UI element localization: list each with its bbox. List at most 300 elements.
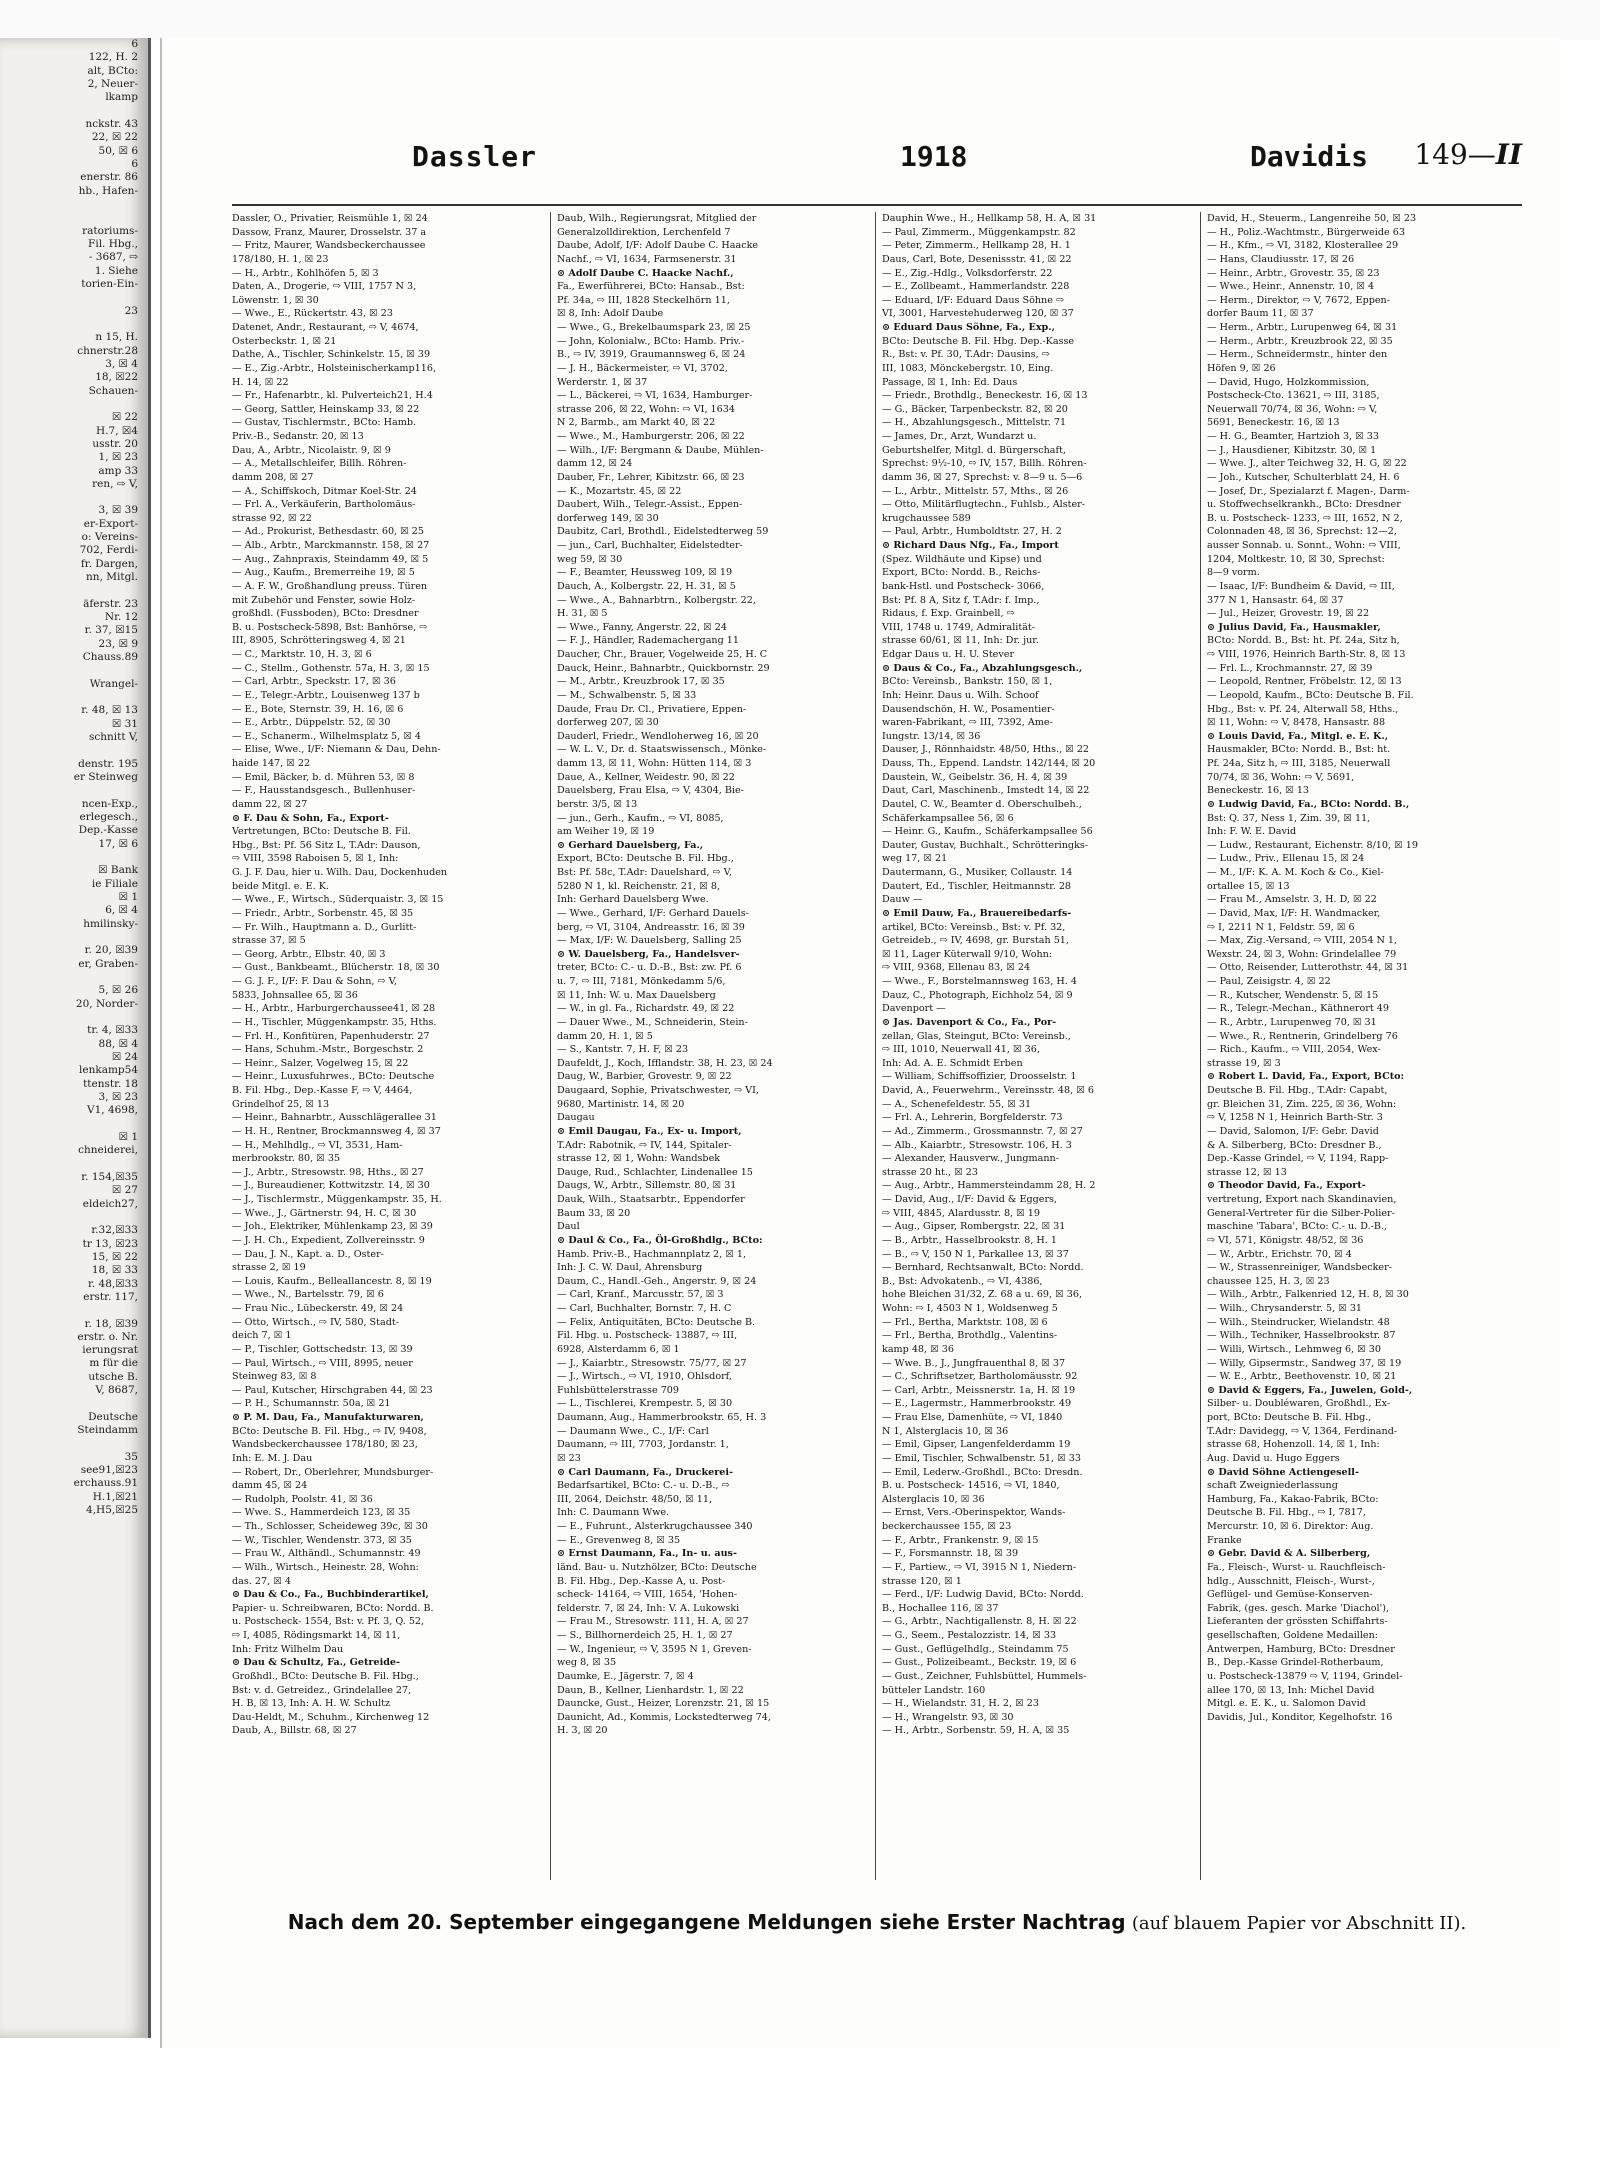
directory-entry: — Ludw., Priv., Ellenau 15, ☒ 24 bbox=[1207, 853, 1365, 865]
directory-entry: — Isaac, I/F: Bundheim & David, ⇨ III, bbox=[1207, 580, 1395, 592]
directory-entry: Dausendschön, H. W., Posamentier- bbox=[882, 703, 1055, 715]
directory-entry: — Max, Zig.-Versand, ⇨ VIII, 2054 N 1, bbox=[1207, 935, 1398, 947]
directory-entry: — Wilh., Arbtr., Falkenried 12, H. 8, ☒ 30 bbox=[1207, 1289, 1409, 1301]
directory-entry: weg 59, ☒ 30 bbox=[557, 553, 623, 565]
directory-entry: — Heinr., Arbtr., Grovestr. 35, ☒ 23 bbox=[1207, 267, 1380, 279]
left-page-fragment: 22, ☒ 22 bbox=[91, 131, 138, 144]
directory-entry: Sprechst: 9½-10, ⇨ IV, 157, Billh. Röhren- bbox=[882, 458, 1087, 470]
directory-entry: G. J. F. Dau, hier u. Wilh. Dau, Dockenhuden bbox=[232, 867, 448, 878]
directory-entry: Neuerwall 70/74, ☒ 36, Wohn: ⇨ V, bbox=[1207, 403, 1378, 415]
directory-entry: VIII, 1748 u. 1749, Admiralität- bbox=[882, 621, 1036, 633]
directory-entry: beide Mitgl. e. E. K. bbox=[232, 880, 329, 892]
directory-entry: — Heinr., Salzer, Vogelweg 15, ☒ 22 bbox=[232, 1057, 409, 1069]
directory-entry: B., Bst: Advokatenb., ⇨ VI, 4386, bbox=[882, 1275, 1043, 1287]
directory-entry: & A. Silberberg, BCto: Dresdner B., bbox=[1207, 1139, 1382, 1151]
directory-entry: — Wwe., M., Hamburgerstr. 206, ☒ 22 bbox=[557, 431, 745, 442]
directory-entry: H. 14, ☒ 22 bbox=[232, 376, 289, 388]
directory-entry: — Paul, Wirtsch., ⇨ VIII, 8995, neuer bbox=[232, 1357, 413, 1369]
left-page-fragment: 1. Siehe bbox=[94, 264, 138, 277]
directory-entry: Nachf., ⇨ VI, 1634, Farmsenerstr. 31 bbox=[557, 253, 737, 265]
directory-entry: — Rich., Kaufm., ⇨ VIII, 2054, Wex- bbox=[1207, 1044, 1381, 1056]
directory-entry: (Spez. Wildhäute und Kipse) und bbox=[882, 553, 1042, 565]
directory-entry: — Alb., Kaiarbtr., Stresowstr. 106, H. 3 bbox=[882, 1139, 1072, 1151]
directory-entry: vertretung, Export nach Skandinavien, bbox=[1207, 1194, 1397, 1205]
directory-entry: B. u. Postscheck-5898, Bst: Banhörse, ⇨ bbox=[232, 621, 428, 633]
left-page-fragment: r. 48,☒33 bbox=[87, 1277, 138, 1290]
left-page-fragment bbox=[0, 318, 148, 331]
directory-entry: — Gust., Zeichner, Fuhlsbüttel, Hummels- bbox=[882, 1670, 1087, 1682]
left-page-fragment: 88, ☒ 4 bbox=[98, 1037, 138, 1050]
directory-entry: — Felix, Antiquitäten, BCto: Deutsche B. bbox=[557, 1316, 756, 1328]
directory-entry: waren-Fabrikant, ⇨ III, 7392, Ame- bbox=[882, 717, 1053, 729]
directory-entry: — Wwe., F., Wirtsch., Süderquaistr. 3, ☒ 15 bbox=[232, 894, 444, 906]
directory-entry: — Frl. A., Verkäuferin, Bartholomäus- bbox=[232, 499, 416, 511]
directory-entry: — Joh., Elektriker, Mühlenkamp 23, ☒ 39 bbox=[232, 1221, 433, 1233]
directory-entry: Wohn: ⇨ I, 4503 N 1, Woldsenweg 5 bbox=[882, 1303, 1058, 1314]
directory-entry: — Frau Nic., Lübeckerstr. 49, ☒ 24 bbox=[232, 1303, 404, 1314]
directory-entry: — J., Arbtr., Stresowstr. 98, Hths., ☒ 27 bbox=[232, 1166, 424, 1178]
left-page-fragment: n 15, H. bbox=[95, 331, 138, 344]
directory-entry: Werderstr. 1, ☒ 37 bbox=[557, 376, 648, 388]
directory-entry: ⊙ Daus & Co., Fa., Abzahlungsgesch., bbox=[882, 662, 1083, 674]
directory-entry: ⇨ VIII, 9368, Ellenau 83, ☒ 24 bbox=[882, 962, 1031, 974]
scan-background-top bbox=[0, 0, 1600, 40]
directory-entry: — S., Billhornerdeich 25, H. 1, ☒ 27 bbox=[557, 1630, 733, 1641]
directory-entry: Dautert, Ed., Tischler, Heitmannstr. 28 bbox=[882, 880, 1072, 892]
directory-entry: — F., Partiew., ⇨ VI, 3915 N 1, Niedern- bbox=[882, 1561, 1077, 1573]
directory-entry: Baum 33, ☒ 20 bbox=[557, 1207, 631, 1219]
directory-entry: u. Postscheck- 1554, Bst: v. Pf. 3, Q. 52, bbox=[232, 1616, 425, 1628]
left-page-fragment bbox=[0, 398, 148, 411]
left-page-fragment bbox=[0, 784, 148, 797]
directory-entry: Daube, Adolf, I/F: Adolf Daube C. Haacke bbox=[557, 240, 759, 252]
directory-entry: B., Hochallee 116, ☒ 37 bbox=[882, 1602, 999, 1614]
header-first-name: Dassler bbox=[412, 140, 538, 173]
directory-entry: ⊙ Jas. Davenport & Co., Fa., Por- bbox=[882, 1016, 1057, 1028]
directory-entry: kamp 48, ☒ 36 bbox=[882, 1343, 954, 1355]
left-page-fragment bbox=[0, 584, 148, 597]
directory-entry: ⊙ David & Eggers, Fa., Juwelen, Gold-, bbox=[1207, 1384, 1413, 1396]
left-page-fragment: 5, ☒ 26 bbox=[98, 984, 138, 997]
left-page-fragment: lkamp bbox=[105, 91, 138, 104]
directory-entry: — C., Marktstr. 10, H. 3, ☒ 6 bbox=[232, 649, 372, 660]
directory-entry: — Herm., Arbtr., Lurupenweg 64, ☒ 31 bbox=[1207, 322, 1398, 333]
directory-entry: — Heinr., Luxusfuhrwes., BCto: Deutsche bbox=[232, 1071, 435, 1083]
directory-entry: — Paul, Zeisigstr. 4, ☒ 22 bbox=[1207, 976, 1331, 987]
left-page-fragment: denstr. 195 bbox=[78, 757, 138, 770]
column-2 bbox=[557, 212, 871, 1880]
directory-entry: — Paul, Zimmerm., Müggenkampstr. 82 bbox=[882, 226, 1076, 238]
left-page-fragment bbox=[0, 1211, 148, 1224]
directory-entry: — S., Kantstr. 7, H. F, ☒ 23 bbox=[557, 1044, 689, 1056]
directory-entry: Franke bbox=[1207, 1534, 1242, 1546]
directory-entry: — Wwe., Fanny, Angerstr. 22, ☒ 24 bbox=[557, 621, 727, 633]
directory-entry: Daten, A., Drogerie, ⇨ VIII, 1757 N 3, bbox=[232, 281, 417, 293]
directory-entry: — Willy, Gipsermstr., Sandweg 37, ☒ 19 bbox=[1207, 1357, 1402, 1369]
directory-entry: — W., Ingenieur, ⇨ V, 3595 N 1, Greven- bbox=[557, 1643, 752, 1655]
left-page-fragment: Dep.-Kasse bbox=[78, 824, 138, 837]
directory-entry: Dau-Heldt, M., Schuhm., Kirchenweg 12 bbox=[232, 1711, 430, 1723]
left-page-fragment: 18, ☒ 33 bbox=[91, 1264, 138, 1277]
directory-entry: Dauss, Th., Eppend. Landstr. 142/144, ☒ 20 bbox=[882, 758, 1096, 769]
directory-entry: — J., Wirtsch., ⇨ VI, 1910, Ohlsdorf, bbox=[557, 1371, 732, 1383]
directory-entry: damm 45, ☒ 24 bbox=[232, 1480, 308, 1492]
directory-entry: Antwerpen, Hamburg, BCto: Dresdner bbox=[1207, 1643, 1395, 1655]
left-page-fragment: ☒ 1 bbox=[118, 1130, 138, 1143]
directory-entry: — M., Schwalbenstr. 5, ☒ 33 bbox=[557, 689, 697, 701]
directory-entry: damm 36, ☒ 27, Sprechst: v. 8—9 u. 5—6 bbox=[882, 471, 1083, 483]
page-section-roman: II bbox=[1495, 138, 1522, 171]
directory-entry: — Bernhard, Rechtsanwalt, BCto: Nordd. bbox=[882, 1262, 1084, 1274]
directory-entry: Daue, A., Kellner, Weidestr. 90, ☒ 22 bbox=[557, 771, 735, 783]
directory-entry: Geburtshelfer, Mitgl. d. Bürgerschaft, bbox=[882, 444, 1066, 456]
directory-entry: strasse 120, ☒ 1 bbox=[882, 1575, 962, 1587]
directory-entry: — Robert, Dr., Oberlehrer, Mundsburger- bbox=[232, 1466, 434, 1478]
directory-entry: Hausmakler, BCto: Nordd. B., Bst: ht. bbox=[1207, 744, 1391, 756]
directory-entry: 178/180, H. 1, ☒ 23 bbox=[232, 253, 329, 265]
directory-entry: — Hans, Claudiusstr. 17, ☒ 26 bbox=[1207, 253, 1355, 265]
left-page-fragment: er-Export- bbox=[83, 517, 138, 530]
directory-entry: — Louis, Kaufm., Belleallancestr. 8, ☒ 19 bbox=[232, 1275, 432, 1287]
directory-entry: scheck- 14164, ⇨ VIII, 1654, 'Hohen- bbox=[557, 1589, 738, 1601]
directory-entry: — W., Tischler, Wendenstr. 373, ☒ 35 bbox=[232, 1534, 412, 1546]
left-page-fragment: r. 37, ☒15 bbox=[84, 624, 138, 637]
directory-entry: Deutsche B. Fil. Hbg., T.Adr: Capabt, bbox=[1207, 1085, 1388, 1096]
directory-entry: Dauphin Wwe., H., Hellkamp 58, H. A, ☒ 31 bbox=[882, 213, 1097, 224]
left-page-fragment bbox=[0, 291, 148, 304]
left-page-fragment: hb., Hafen- bbox=[78, 184, 138, 197]
directory-entry: B. Fil. Hbg., Dep.-Kasse F, ⇨ V, 4464, bbox=[232, 1085, 413, 1096]
directory-entry: Colonnaden 48, ☒ 36, Sprechst: 12—2, bbox=[1207, 526, 1397, 538]
directory-entry: Generalzolldirektion, Lerchenfeld 7 bbox=[557, 226, 731, 238]
directory-entry: BCto: Deutsche B. Fil. Hbg., ⇨ IV, 9408, bbox=[232, 1425, 427, 1437]
left-page-fragment: usstr. 20 bbox=[92, 437, 138, 450]
directory-entry: — E., Lagermstr., Hammerbrookstr. 49 bbox=[882, 1398, 1072, 1410]
left-page-fragment: äferstr. 23 bbox=[83, 597, 138, 610]
left-page-fragment bbox=[0, 198, 148, 211]
directory-entry: — Frau M., Stresowstr. 111, H. A, ☒ 27 bbox=[557, 1616, 749, 1628]
directory-entry: — Aug., Kaufm., Bremerreihe 19, ☒ 5 bbox=[232, 567, 415, 579]
directory-entry: — C., Schriftsetzer, Bartholomäusstr. 92 bbox=[882, 1371, 1078, 1383]
directory-entry: — Dauer Wwe., M., Schneiderin, Stein- bbox=[557, 1016, 748, 1028]
directory-entry: — W. L. V., Dr. d. Staatswissensch., Mönke- bbox=[557, 744, 767, 756]
directory-entry: Inh: J. C. W. Daul, Ahrensburg bbox=[557, 1262, 703, 1274]
directory-entry: — H., Mehlhdlg., ⇨ VI, 3531, Ham- bbox=[232, 1139, 403, 1151]
directory-entry: Dassow, Franz, Maurer, Drosselstr. 37 a bbox=[232, 226, 427, 238]
left-page-fragment: 3, ☒ 23 bbox=[98, 1090, 138, 1103]
directory-entry: Steinweg 83, ☒ 8 bbox=[232, 1371, 317, 1383]
directory-entry: — H., Tischler, Müggenkampstr. 35, Hths. bbox=[232, 1016, 437, 1028]
left-page-fragment bbox=[0, 1304, 148, 1317]
left-page-fragment: Fil. Hbg., bbox=[88, 237, 138, 250]
directory-entry: General-Vertreter für die Silber-Polier- bbox=[1207, 1207, 1395, 1219]
directory-entry: — Wwe., A., Bahnarbtrn., Kolbergstr. 22, bbox=[557, 594, 756, 606]
left-page-fragment: - 3687, ⇨ bbox=[88, 251, 138, 264]
directory-entry: — H., Abzahlungsgesch., Mittelstr. 71 bbox=[882, 417, 1067, 429]
directory-entry: — Wwe. S., Hammerdeich 123, ☒ 35 bbox=[232, 1507, 411, 1519]
directory-entry: Ridaus, f. Exp. Grainbell, ⇨ bbox=[882, 608, 1015, 620]
directory-entry: Hamb. Priv.-B., Hachmannplatz 2, ☒ 1, bbox=[557, 1248, 747, 1260]
directory-entry: Daut, Carl, Maschinenb., Imstedt 14, ☒ 22 bbox=[882, 785, 1090, 797]
directory-entry: — Aug., Arbtr., Hammersteindamm 28, H. 2 bbox=[882, 1180, 1096, 1192]
directory-entry: — David, Aug., I/F: David & Eggers, bbox=[882, 1194, 1058, 1205]
directory-entry: — H. H., Rentner, Brockmannsweg 4, ☒ 37 bbox=[232, 1125, 441, 1137]
directory-entry: — R., Kutscher, Wendenstr. 5, ☒ 15 bbox=[1207, 989, 1379, 1001]
left-page-fragment: ☒ 31 bbox=[111, 717, 138, 730]
left-page-fragment: 15, ☒ 22 bbox=[91, 1250, 138, 1263]
directory-entry: — jun., Carl, Buchhalter, Eidelstedter- bbox=[557, 540, 743, 551]
directory-entry: dorferweg 207, ☒ 30 bbox=[557, 717, 659, 729]
directory-entry: — Peter, Zimmerm., Hellkamp 28, H. 1 bbox=[882, 240, 1071, 252]
directory-entry: felderstr. 7, ☒ 24, Inh: V. A. Lukowski bbox=[557, 1602, 740, 1614]
directory-entry: — Ad., Prokurist, Bethesdastr. 60, ☒ 25 bbox=[232, 526, 425, 538]
directory-entry: — Leopold, Kaufm., BCto: Deutsche B. Fil. bbox=[1207, 689, 1414, 701]
directory-entry: — Frl. H., Konfitüren, Papenhuderstr. 27 bbox=[232, 1030, 430, 1042]
left-page-fragment: erstr. o. Nr. bbox=[77, 1330, 138, 1343]
directory-entry: Fil. Hbg. u. Postscheck- 13887, ⇨ III, bbox=[557, 1330, 738, 1342]
directory-entry: — M., Arbtr., Kreuzbrook 17, ☒ 35 bbox=[557, 676, 725, 688]
directory-entry: — Paul, Arbtr., Humboldtstr. 27, H. 2 bbox=[882, 526, 1062, 538]
page-header bbox=[232, 138, 1522, 198]
left-page-edge bbox=[0, 38, 151, 2038]
left-page-fragment: 3, ☒ 39 bbox=[98, 504, 138, 517]
directory-entry: Daum, C., Handl.-Geh., Angerstr. 9, ☒ 24 bbox=[557, 1275, 757, 1287]
directory-entry: Dauch, A., Kolbergstr. 22, H. 31, ☒ 5 bbox=[557, 580, 736, 592]
directory-entry: — Fr., Hafenarbtr., kl. Pulverteich21, H.4 bbox=[232, 390, 433, 402]
directory-entry: — Ad., Zimmerm., Grossmannstr. 7, ☒ 27 bbox=[882, 1125, 1083, 1137]
directory-entry: Papier- u. Schreibwaren, BCto: Nordd. B. bbox=[232, 1602, 434, 1614]
left-page-fragment: eldeich27, bbox=[82, 1197, 138, 1210]
directory-entry: — J., Bureaudiener, Kottwitzstr. 14, ☒ 30 bbox=[232, 1180, 430, 1192]
directory-entry: B. u. Postscheck- 1233, ⇨ III, 1652, N 2, bbox=[1207, 512, 1403, 524]
directory-entry: — Ludw., Restaurant, Eichenstr. 8/10, ☒ 19 bbox=[1207, 839, 1418, 851]
left-page-fragment: r. 154,☒35 bbox=[81, 1170, 138, 1183]
left-page-fragment: ren, ⇨ V, bbox=[92, 477, 138, 490]
directory-entry: B., Dep.-Kasse Grindel-Rotherbaum, bbox=[1207, 1657, 1384, 1669]
directory-entry: — H., Wrangelstr. 93, ☒ 30 bbox=[882, 1711, 1014, 1723]
directory-entry: Hamburg, Fa., Kakao-Fabrik, BCto: bbox=[1207, 1493, 1379, 1505]
left-page-fragment: Chauss.89 bbox=[82, 651, 138, 664]
directory-entry: ⊙ Gerhard Dauelsberg, Fa., bbox=[557, 839, 704, 851]
directory-entry: Inh: E. M. J. Dau bbox=[232, 1452, 313, 1464]
directory-entry: Inh: Gerhard Dauelsberg Wwe. bbox=[557, 894, 709, 906]
directory-entry: ☒ 11, Inh: W. u. Max Dauelsberg bbox=[557, 989, 716, 1001]
directory-entry: — G. J. F., I/F: F. Dau & Sohn, ⇨ V, bbox=[232, 976, 397, 987]
directory-entry: ⇨ VIII, 1976, Heinrich Barth-Str. 8, ☒ 13 bbox=[1207, 649, 1406, 660]
directory-entry: — Aug., Gipser, Rombergstr. 22, ☒ 31 bbox=[882, 1221, 1066, 1233]
left-page-fragment: erlegesch., bbox=[79, 811, 138, 824]
directory-entry: — Georg, Sattler, Heinskamp 33, ☒ 22 bbox=[232, 403, 420, 415]
directory-entry: III, 8905, Schrötteringsweg 4, ☒ 21 bbox=[232, 635, 406, 647]
directory-entry: merbrookstr. 80, ☒ 35 bbox=[232, 1153, 341, 1165]
directory-entry: — E., Fuhrunt., Alsterkrugchaussee 340 bbox=[557, 1521, 753, 1532]
column-3 bbox=[882, 212, 1196, 1880]
directory-entry: — Jul., Heizer, Grovestr. 19, ☒ 22 bbox=[1207, 608, 1370, 620]
directory-entry: ⇨ VIII, 3598 Raboisen 5, ☒ 1, Inh: bbox=[232, 853, 399, 865]
left-page-fragment: ierungsrat bbox=[82, 1344, 138, 1357]
directory-entry: Priv.-B., Sedanstr. 20, ☒ 13 bbox=[232, 431, 364, 442]
directory-entry: Wandsbeckerchaussee 178/180, ☒ 23, bbox=[232, 1439, 418, 1451]
left-page-fragment bbox=[0, 1118, 148, 1131]
directory-entry: Dassler, O., Privatier, Reismühle 1, ☒ 24 bbox=[232, 213, 428, 224]
directory-entry: — John, Kolonialw., BCto: Hamb. Priv.- bbox=[557, 335, 745, 347]
directory-entry: — P., Tischler, Gottschedstr. 13, ☒ 39 bbox=[232, 1343, 413, 1355]
directory-entry: ☒ 11, Lager Küterwall 9/10, Wohn: bbox=[882, 948, 1053, 960]
directory-entry: David, A., Feuerwehrm., Vereinsstr. 48, ☒ 6 bbox=[882, 1085, 1094, 1096]
directory-entry: — Otto, Militärflugtechn., Fuhlsb., Alster- bbox=[882, 499, 1085, 511]
directory-entry: ⊙ P. M. Dau, Fa., Manufakturwaren, bbox=[232, 1412, 424, 1423]
directory-entry: — Herm., Direktor, ⇨ V, 7672, Eppen- bbox=[1207, 294, 1390, 306]
directory-entry: — Joh., Kutscher, Schulterblatt 24, H. 6 bbox=[1207, 471, 1400, 483]
directory-entry: — A., Schiffskoch, Ditmar Koel-Str. 24 bbox=[232, 485, 417, 497]
directory-entry: — E., Telegr.-Arbtr., Louisenweg 137 b bbox=[232, 689, 420, 701]
directory-entry: — H., Arbtr., Harburgerchaussee41, ☒ 28 bbox=[232, 1003, 436, 1015]
directory-entry: — Frl. L., Krochmannstr. 27, ☒ 39 bbox=[1207, 662, 1373, 674]
left-page-fragment: Wrangel- bbox=[89, 677, 138, 690]
directory-entry: ⇨ V, 1258 N 1, Heinrich Barth-Str. 3 bbox=[1207, 1112, 1383, 1124]
directory-entry: Davenport — bbox=[882, 1003, 946, 1015]
directory-entry: — W. E., Arbtr., Beethovenstr. 10, ☒ 21 bbox=[1207, 1371, 1397, 1383]
directory-entry: Davidis, Jul., Konditor, Kegelhofstr. 16 bbox=[1207, 1711, 1393, 1723]
directory-entry: — G., Arbtr., Nachtigallenstr. 8, H. ☒ 22 bbox=[882, 1616, 1077, 1628]
left-page-fragment: o: Vereins- bbox=[81, 531, 138, 544]
directory-entry: — Eduard, I/F: Eduard Daus Söhne ⇨ bbox=[882, 294, 1064, 306]
directory-entry: am Weiher 19, ☒ 19 bbox=[557, 826, 655, 838]
directory-entry: — Dau, J. N., Kapt. a. D., Oster- bbox=[232, 1248, 384, 1260]
directory-entry: Postscheck-Cto. 13621, ⇨ III, 3185, bbox=[1207, 390, 1380, 402]
directory-entry: — L., Tischlerei, Krempestr. 5, ☒ 30 bbox=[557, 1398, 733, 1410]
directory-entry: ⊙ Robert L. David, Fa., Export, BCto: bbox=[1207, 1071, 1405, 1083]
directory-entry: R., Bst: v. Pf. 30, T.Adr: Dausins, ⇨ bbox=[882, 349, 1050, 361]
directory-entry: — W., in gl. Fa., Richardstr. 49, ☒ 22 bbox=[557, 1003, 735, 1015]
directory-entry: — J., Kaiarbtr., Stresowstr. 75/77, ☒ 27 bbox=[557, 1357, 747, 1369]
directory-entry: zellan, Glas, Steingut, BCto: Vereinsb., bbox=[882, 1030, 1071, 1042]
left-page-fragment: V, 8687, bbox=[95, 1384, 138, 1397]
directory-entry: — H., Arbtr., Sorbenstr. 59, H. A, ☒ 35 bbox=[882, 1725, 1070, 1737]
directory-entry: ⊙ F. Dau & Sohn, Fa., Export- bbox=[232, 812, 389, 824]
directory-entry: — Gustav, Tischlermstr., BCto: Hamb. bbox=[232, 417, 417, 429]
directory-entry: ⊙ Dau & Co., Fa., Buchbinderartikel, bbox=[232, 1589, 429, 1601]
directory-entry: Deutsche B. Fil. Hbg., ⇨ I, 7817, bbox=[1207, 1507, 1366, 1519]
left-page-fragment: 17, ☒ 6 bbox=[98, 837, 138, 850]
column-divider bbox=[875, 212, 876, 1880]
directory-entry: Mitgl. e. E. K., u. Salomon David bbox=[1207, 1698, 1366, 1710]
directory-entry: — Frau W., Althändl., Schumannstr. 49 bbox=[232, 1548, 421, 1560]
directory-entry: Mercurstr. 10, ☒ 6. Direktor: Aug. bbox=[1207, 1521, 1374, 1532]
directory-entry: damm 12, ☒ 24 bbox=[557, 458, 633, 470]
directory-entry: weg 8, ☒ 35 bbox=[557, 1657, 617, 1669]
directory-entry: bütteler Landstr. 160 bbox=[882, 1684, 986, 1696]
directory-entry: Dau, A., Arbtr., Nicolaistr. 9, ☒ 9 bbox=[232, 444, 391, 456]
directory-entry: Inh: F. W. E. David bbox=[1207, 826, 1297, 838]
directory-entry: ⊙ Adolf Daube C. Haacke Nachf., bbox=[557, 267, 734, 279]
left-page-fragment bbox=[0, 1397, 148, 1410]
directory-entry: — Wwe., F., Borstelmannsweg 163, H. 4 bbox=[882, 976, 1077, 987]
directory-entry: ausser Sonnab. u. Sonnt., Wohn: ⇨ VIII, bbox=[1207, 540, 1401, 551]
directory-entry: — B., ⇨ V, 150 N 1, Parkallee 13, ☒ 37 bbox=[882, 1248, 1069, 1260]
directory-entry: strasse 68, Hohenzoll. 14, ☒ 1, Inh: bbox=[1207, 1439, 1380, 1451]
directory-entry: — Ferd., I/F: Ludwig David, BCto: Nordd. bbox=[882, 1589, 1084, 1601]
directory-entry: strasse 206, ☒ 22, Wohn: ⇨ VI, 1634 bbox=[557, 403, 735, 415]
directory-entry: strasse 19, ☒ 3 bbox=[1207, 1057, 1281, 1069]
directory-entry: — W., Arbtr., Erichstr. 70, ☒ 4 bbox=[1207, 1248, 1352, 1260]
directory-entry: 70/74, ☒ 36, Wohn: ⇨ V, 5691, bbox=[1207, 771, 1355, 783]
directory-entry: — Wwe. B., J., Jungfrauenthal 8, ☒ 37 bbox=[882, 1357, 1066, 1369]
directory-entry: — Fritz, Maurer, Wandsbeckerchaussee bbox=[232, 240, 426, 252]
left-page-fragment: 1, ☒ 23 bbox=[98, 451, 138, 464]
left-page-fragment: m für die bbox=[89, 1357, 138, 1370]
directory-entry: Hbg., Bst: v. Pf. 24, Alterwall 58, Hths., bbox=[1207, 703, 1399, 715]
left-page-fragment: torien-Ein- bbox=[81, 277, 138, 290]
left-page-fragment: 702, Ferdi- bbox=[79, 544, 138, 557]
directory-entry: ⊙ Louis David, Fa., Mitgl. e. E. K., bbox=[1207, 730, 1389, 742]
left-page-fragment: er, Graben- bbox=[78, 957, 138, 970]
directory-entry: — F., Beamter, Heussweg 109, ☒ 19 bbox=[557, 567, 733, 579]
left-page-fragment: erstr. 117, bbox=[83, 1290, 138, 1303]
directory-entry: — Herm., Schneidermstr., hinter den bbox=[1207, 349, 1388, 361]
directory-entry: Inh: Heinr. Daus u. Wilh. Schoof bbox=[882, 689, 1039, 701]
directory-entry: Großhdl., BCto: Deutsche B. Fil. Hbg., bbox=[232, 1670, 419, 1682]
directory-entry: — H., Wielandstr. 31, H. 2, ☒ 23 bbox=[882, 1698, 1039, 1710]
left-page-fragment: nckstr. 43 bbox=[85, 117, 138, 130]
left-page-fragment: tr. 4, ☒33 bbox=[87, 1024, 138, 1037]
directory-entry: Fuhlsbüttelerstrasse 709 bbox=[557, 1384, 680, 1396]
left-page-fragment: 18, ☒22 bbox=[95, 371, 138, 384]
left-page-fragment: nn, Mitgl. bbox=[86, 571, 138, 584]
directory-entry: ⊙ Emil Dauw, Fa., Brauereibedarfs- bbox=[882, 907, 1072, 919]
directory-entry: port, BCto: Deutsche B. Fil. Hbg., bbox=[1207, 1412, 1372, 1423]
directory-entry: Fa., Ewerführerei, BCto: Hansab., Bst: bbox=[557, 281, 745, 293]
directory-entry: 377 N 1, Hansastr. 64, ☒ 37 bbox=[1207, 594, 1344, 606]
directory-entry: Daumann, Aug., Hammerbrookstr. 65, H. 3 bbox=[557, 1412, 767, 1423]
left-page-fragment: r. 20, ☒39 bbox=[84, 944, 138, 957]
directory-entry: krugchaussee 589 bbox=[882, 512, 971, 524]
directory-entry: Daugaard, Sophie, Privatschwester, ⇨ VI, bbox=[557, 1085, 759, 1096]
left-page-fragment: chneiderei, bbox=[78, 1144, 138, 1157]
directory-entry: Dauncke, Gust., Heizer, Lorenzstr. 21, ☒ 15 bbox=[557, 1698, 770, 1710]
directory-entry: mit Zubehör und Fenster, sowie Holz- bbox=[232, 594, 416, 606]
directory-entry: — J., Hausdiener, Kibitzstr. 30, ☒ 1 bbox=[1207, 444, 1377, 456]
directory-entry: Dauber, Fr., Lehrer, Kibitzstr. 66, ☒ 23 bbox=[557, 471, 745, 483]
directory-entry: — Wwe., N., Bartelsstr. 79, ☒ 6 bbox=[232, 1289, 384, 1301]
directory-entry: — Wwe., R., Rentnerin, Grindelberg 76 bbox=[1207, 1030, 1398, 1042]
directory-entry: Dathe, A., Tischler, Schinkelstr. 15, ☒ 39 bbox=[232, 349, 431, 361]
directory-entry: berstr. 3/5, ☒ 13 bbox=[557, 798, 638, 810]
left-page-fragment bbox=[0, 691, 148, 704]
footer-paren-note: (auf blauem Papier vor Abschnitt II). bbox=[1131, 1913, 1467, 1934]
directory-entry: Daude, Frau Dr. Cl., Privatiere, Eppen- bbox=[557, 703, 747, 715]
directory-entry: — A., Schenefeldestr. 55, ☒ 31 bbox=[882, 1098, 1032, 1110]
left-page-fragment: V1, 4698, bbox=[87, 1104, 138, 1117]
directory-entry: B. Fil. Hbg., Dep.-Kasse A, u. Post- bbox=[557, 1575, 726, 1587]
directory-entry: — Wwe., Gerhard, I/F: Gerhard Dauels- bbox=[557, 907, 749, 919]
directory-entry: — Alexander, Hausverw., Jungmann- bbox=[882, 1153, 1059, 1165]
directory-entry: — G., Seem., Pestalozzistr. 14, ☒ 33 bbox=[882, 1630, 1057, 1641]
directory-entry: Inh: Fritz Wilhelm Dau bbox=[232, 1643, 344, 1655]
left-page-fragment: ☒ 27 bbox=[111, 1184, 138, 1197]
directory-entry: Fa., Fleisch-, Wurst- u. Rauchfleisch- bbox=[1207, 1561, 1386, 1573]
directory-entry: ⊙ Richard Daus Nfg., Fa., Import bbox=[882, 540, 1059, 551]
directory-entry: ⊙ Theodor David, Fa., Export- bbox=[1207, 1180, 1366, 1192]
directory-entry: Dauter, Gustav, Buchhalt., Schrötteringks- bbox=[882, 839, 1089, 851]
directory-entry: Daub, Wilh., Regierungsrat, Mitglied der bbox=[557, 213, 757, 224]
directory-entry: Löwenstr. 1, ☒ 30 bbox=[232, 294, 319, 306]
directory-entry: maschine 'Tabara', BCto: C.- u. D.-B., bbox=[1207, 1221, 1388, 1233]
directory-entry: bank-Hstl. und Postscheck- 3066, bbox=[882, 580, 1045, 592]
directory-entry: das. 27, ☒ 4 bbox=[232, 1575, 291, 1587]
directory-entry: — Emil, Lederw.-Großhdl., BCto: Dresdn. bbox=[882, 1466, 1083, 1478]
left-page-fragment: H.7, ☒4 bbox=[96, 424, 138, 437]
